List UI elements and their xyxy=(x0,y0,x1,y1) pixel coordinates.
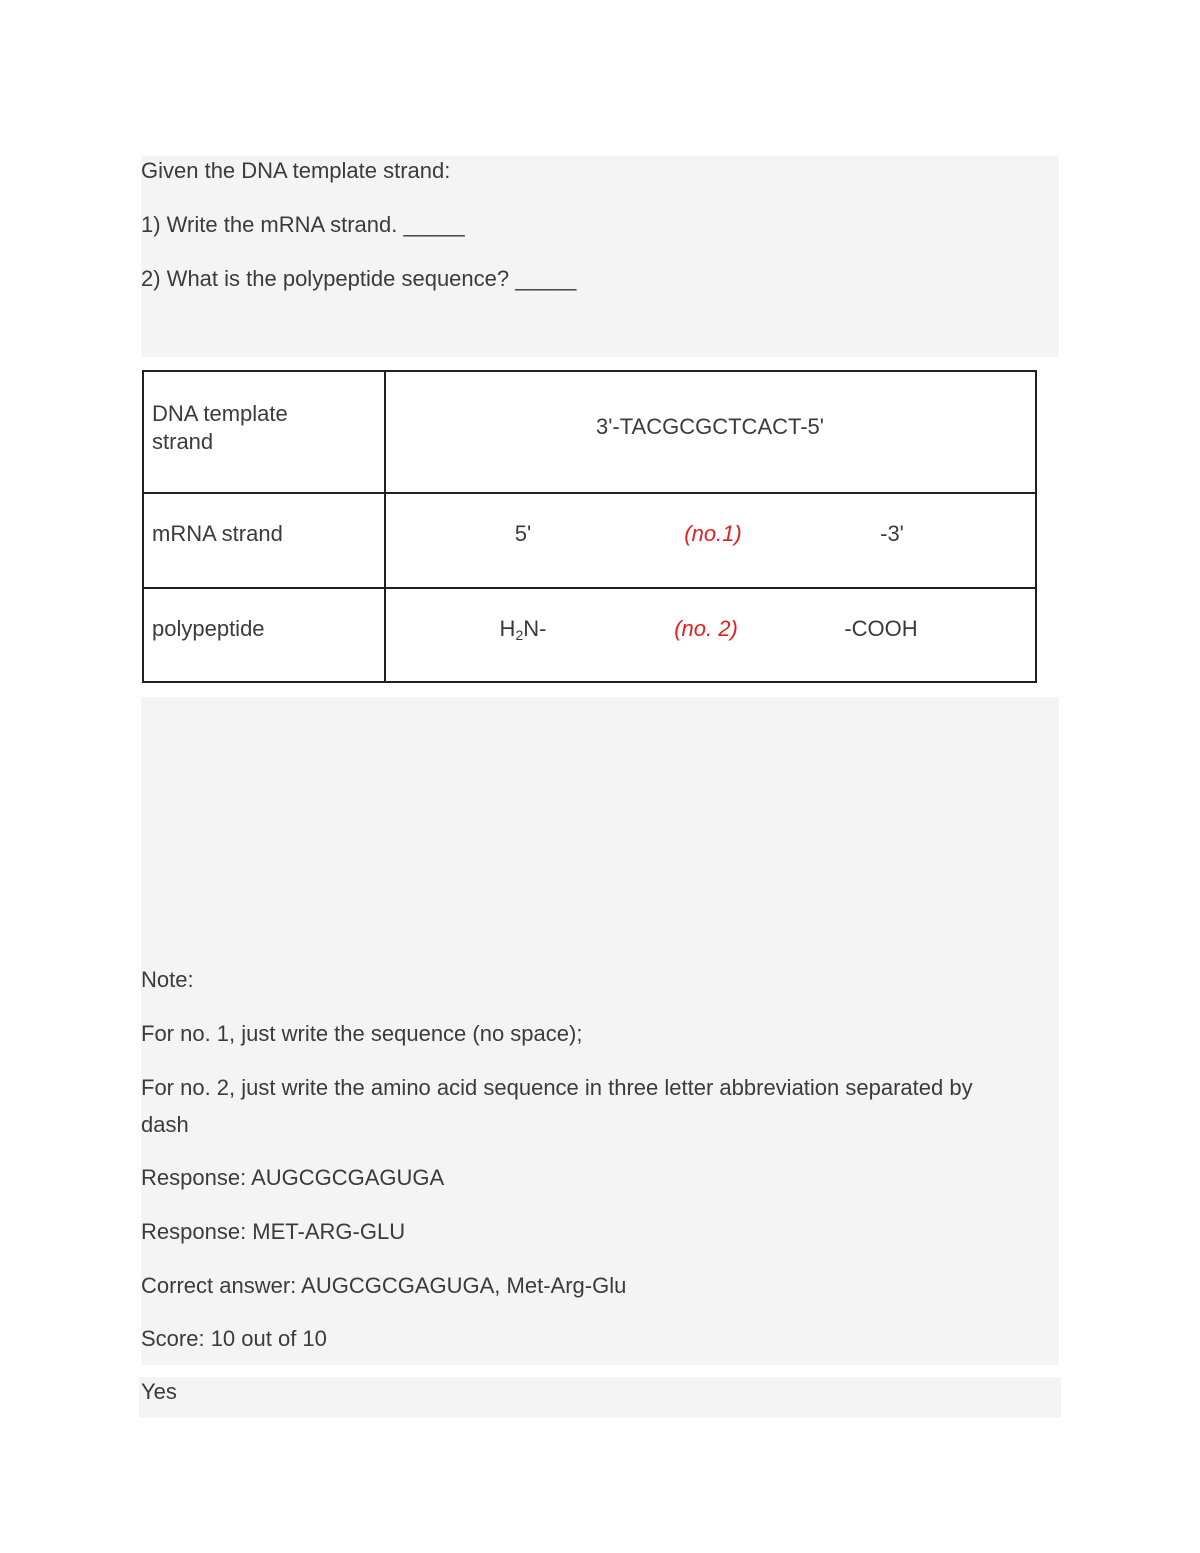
response-1: Response: AUGCGCGAGUGA xyxy=(141,1165,445,1190)
dna-template-label xyxy=(152,400,288,456)
dna-template-label-line1: DNA template xyxy=(152,401,288,426)
yes-text: Yes xyxy=(141,1379,177,1404)
question-1: 1) Write the mRNA strand. _____ xyxy=(141,212,465,237)
note-line-1: For no. 1, just write the sequence (no space); xyxy=(141,1021,583,1046)
question-block xyxy=(141,156,1059,357)
polypeptide-amino-terminus xyxy=(500,615,547,649)
amino-terminus-rest: N- xyxy=(523,616,547,641)
dna-table xyxy=(142,370,1037,683)
score: Score: 10 out of 10 xyxy=(141,1326,327,1351)
question-intro: Given the DNA template strand: xyxy=(141,158,451,183)
mrna-5prime: 5' xyxy=(514,521,532,546)
polypeptide-label: polypeptide xyxy=(152,616,265,641)
note-block xyxy=(141,697,1059,1365)
amino-terminus-h: H xyxy=(499,616,516,641)
amino-terminus-subscript: 2 xyxy=(515,627,524,643)
mrna-blank-no1: (no.1) xyxy=(684,521,742,546)
note-title: Note: xyxy=(141,967,194,992)
yes-block xyxy=(139,1377,1061,1418)
dna-template-sequence: 3'-TACGCGCTCACT-5' xyxy=(595,414,825,439)
table-row-divider xyxy=(144,587,1035,589)
dna-template-label-line2: strand xyxy=(152,429,214,454)
correct-answer: Correct answer: AUGCGCGAGUGA, Met-Arg-Glu xyxy=(141,1273,627,1298)
response-2: Response: MET-ARG-GLU xyxy=(141,1219,406,1244)
mrna-strand-label: mRNA strand xyxy=(152,521,283,546)
polypeptide-blank-no2: (no. 2) xyxy=(674,616,738,641)
question-2: 2) What is the polypeptide sequence? _____ xyxy=(141,266,577,291)
note-line-2a: For no. 2, just write the amino acid sequence in three letter abbreviation separated by xyxy=(141,1075,973,1100)
note-line-2b: dash xyxy=(141,1112,189,1137)
polypeptide-carboxyl-terminus: -COOH xyxy=(844,616,918,641)
table-column-divider xyxy=(384,372,386,681)
table-row-divider xyxy=(144,492,1035,494)
mrna-3prime: -3' xyxy=(880,521,904,546)
